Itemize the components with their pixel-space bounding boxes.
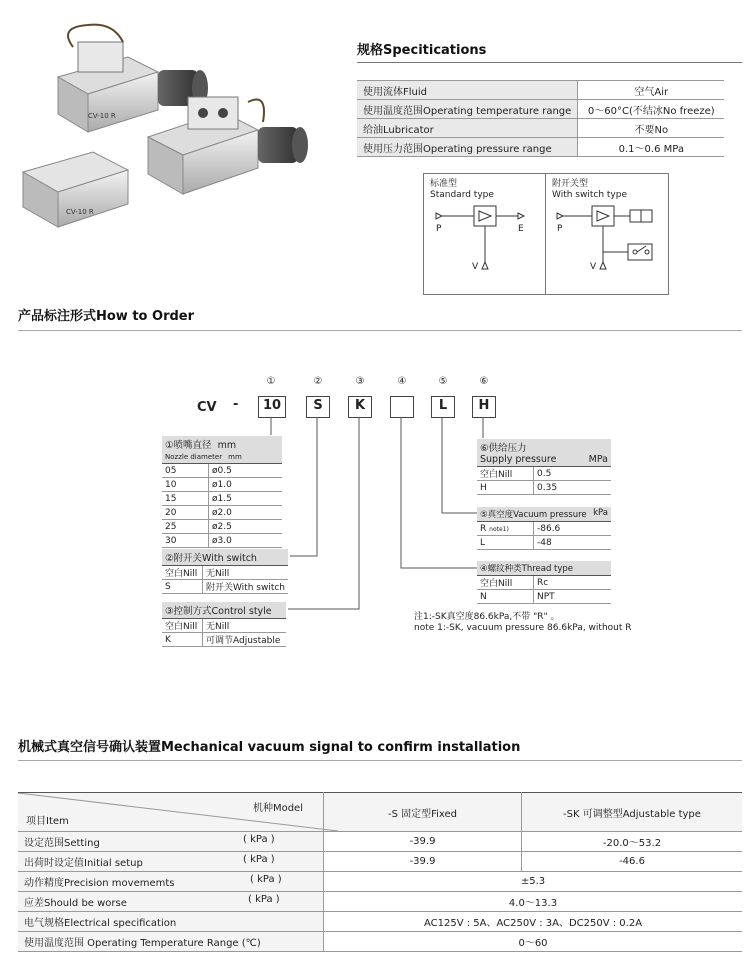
- supply-value: 0.5: [534, 467, 612, 481]
- row-unit: ( kPa ): [243, 834, 275, 845]
- product-label-2: CV-10 R: [66, 208, 94, 216]
- table-row: [18, 832, 742, 852]
- order-num-6: ⑥: [479, 376, 489, 387]
- row-both: 0～60: [324, 932, 743, 952]
- nozzle-code: 25: [162, 520, 209, 534]
- supply-table: [477, 439, 611, 495]
- row-adj: -20.0～53.2: [522, 832, 743, 852]
- row-both: AC125V : 5A、AC250V : 3A、DC250V : 0.2A: [324, 912, 743, 932]
- vacuum-note-mark: note1): [489, 525, 509, 533]
- supply-head-cn: ⑥供给压力: [480, 443, 527, 454]
- thread-table-header: ④螺纹种类Thread type: [477, 561, 611, 576]
- supply-head-unit: MPa: [588, 454, 608, 465]
- nozzle-size: ø2.0: [209, 506, 283, 520]
- mechanical-table: [18, 792, 742, 952]
- supply-rows: [477, 467, 611, 495]
- nozzle-code: 30: [162, 534, 209, 548]
- table-row: [477, 481, 611, 495]
- order-num-5: ⑤: [438, 376, 448, 387]
- control-desc: 无Nill: [203, 619, 287, 633]
- supply-code: 空白Nill: [477, 467, 534, 481]
- row-label-cell: [18, 852, 324, 872]
- table-row: [162, 478, 282, 492]
- nozzle-size: ø1.0: [209, 478, 283, 492]
- order-num-2: ②: [313, 376, 323, 387]
- row-label: 设定范围Setting: [24, 838, 100, 849]
- row-label: 电气规格Electrical specification: [24, 918, 177, 929]
- spec-label: 使用流体Fluid: [357, 81, 578, 100]
- nozzle-table-header: [162, 436, 282, 464]
- table-row: [162, 534, 282, 548]
- switch-port-p: P: [557, 224, 563, 234]
- vacuum-code: R: [480, 523, 487, 534]
- standard-port-v: V: [472, 262, 479, 272]
- order-num-1: ①: [266, 376, 276, 387]
- vacuum-head: ⑤真空度Vacuum pressure: [480, 510, 587, 520]
- table-row: [477, 576, 611, 590]
- row-label-cell: [18, 912, 324, 932]
- table-row: [477, 536, 611, 550]
- spec-label: 使用压力范围Operating pressure range: [357, 138, 578, 157]
- table-row: [162, 506, 282, 520]
- mechanical-title: 机械式真空信号确认装置Mechanical vacuum signal to confirm installation: [18, 740, 521, 755]
- thread-code: 空白Nill: [477, 576, 534, 590]
- row-label: 使用温度范围 Operating Temperature Range (℃): [24, 938, 261, 949]
- table-row: [477, 467, 611, 481]
- table-row: [162, 566, 288, 580]
- head-fixed: -S 固定型Fixed: [324, 793, 522, 832]
- row-label: 动作精度Precision movememts: [24, 878, 175, 889]
- vacuum-table-header: [477, 507, 611, 522]
- nozzle-table: [162, 436, 282, 548]
- table-row: [18, 892, 742, 912]
- row-fixed: -39.9: [324, 852, 522, 872]
- order-note-cn: 注1:-SK真空度86.6kPa,不带 "R" 。: [414, 612, 560, 622]
- supply-value: 0.35: [534, 481, 612, 495]
- row-adj: -46.6: [522, 852, 743, 872]
- thread-value: Rc: [534, 576, 612, 590]
- row-label-cell: [18, 932, 324, 952]
- vacuum-head-unit: kPa: [593, 508, 608, 518]
- table-row: [162, 580, 288, 594]
- vacuum-rows: [477, 522, 611, 550]
- nozzle-code: 20: [162, 506, 209, 520]
- table-row: [18, 912, 742, 932]
- row-fixed: -39.9: [324, 832, 522, 852]
- order-num-4: ④: [397, 376, 407, 387]
- table-row: [18, 932, 742, 952]
- spec-label: 使用温度范围Operating temperature range: [357, 100, 578, 119]
- nozzle-head-en-unit: mm: [228, 453, 242, 461]
- switch-rows: [162, 566, 288, 594]
- order-code-vacuum: L: [431, 396, 455, 418]
- vacuum-code: L: [477, 536, 534, 550]
- switch-table-header: ②附开关With switch: [162, 549, 288, 566]
- supply-table-header: [477, 439, 611, 467]
- nozzle-code: 05: [162, 464, 209, 478]
- control-code: 空白Nill: [162, 619, 203, 633]
- order-code-supply: H: [472, 396, 496, 418]
- nozzle-head-en: Nozzle diameter: [165, 453, 223, 461]
- order-num-3: ③: [355, 376, 365, 387]
- nozzle-size: ø2.5: [209, 520, 283, 534]
- spec-value: 0.1～0.6 MPa: [578, 138, 725, 157]
- control-table: [162, 602, 286, 647]
- switch-port-v: V: [590, 262, 597, 272]
- order-code-control: K: [348, 396, 372, 418]
- nozzle-rows: [162, 464, 282, 548]
- order-code-nozzle: 10: [258, 396, 286, 418]
- table-row: [477, 590, 611, 604]
- thread-rows: [477, 576, 611, 604]
- row-label-cell: [18, 872, 324, 892]
- supply-head-en: Supply pressure: [480, 454, 557, 465]
- switch-type-title-en: With switch type: [552, 190, 627, 200]
- table-row: [162, 464, 282, 478]
- control-rows: [162, 619, 286, 647]
- nozzle-head-cn: ①喷嘴直径: [165, 440, 212, 451]
- table-row: [18, 872, 742, 892]
- vacuum-value: -48: [534, 536, 612, 550]
- standard-port-p: P: [436, 224, 442, 234]
- control-desc: 可调节Adjustable: [203, 633, 287, 647]
- nozzle-size: ø1.5: [209, 492, 283, 506]
- mechanical-head-cell: [18, 793, 324, 832]
- row-both: ±5.3: [324, 872, 743, 892]
- vacuum-table: [477, 507, 611, 550]
- nozzle-code: 10: [162, 478, 209, 492]
- row-unit: ( kPa ): [243, 854, 275, 865]
- table-row: [162, 633, 286, 647]
- switch-code: 空白Nill: [162, 566, 202, 580]
- switch-desc: 附开关With switch: [202, 580, 288, 594]
- mechanical-rule: [18, 760, 742, 761]
- order-prefix: CV: [197, 400, 217, 415]
- table-row: [162, 520, 282, 534]
- specifications-title: 规格Specitications: [357, 43, 487, 58]
- standard-type-title-en: Standard type: [430, 190, 494, 200]
- switch-code: S: [162, 580, 202, 594]
- head-adj: -SK 可调整型Adjustable type: [522, 793, 743, 832]
- product-label-1: CV-10 R: [88, 112, 116, 120]
- order-code-switch: S: [306, 396, 330, 418]
- table-row: [162, 492, 282, 506]
- head-model: 机种Model: [252, 803, 303, 814]
- vacuum-value: -86.6: [534, 522, 612, 536]
- control-code: K: [162, 633, 203, 647]
- spec-value: 空气Air: [578, 81, 725, 100]
- table-row: [18, 852, 742, 872]
- thread-value: NPT: [534, 590, 612, 604]
- table-row: [162, 619, 286, 633]
- row-unit: ( kPa ): [248, 894, 280, 905]
- row-label: 出荷时设定值Initial setup: [24, 858, 143, 869]
- head-item: 项目Item: [26, 816, 69, 827]
- order-note-en: note 1:-SK, vacuum pressure 86.6kPa, without R: [414, 623, 632, 633]
- switch-table: [162, 549, 288, 594]
- standard-port-e: E: [518, 224, 524, 234]
- nozzle-size: ø0.5: [209, 464, 283, 478]
- row-label: 应差Should be worse: [24, 898, 127, 909]
- supply-code: H: [477, 481, 534, 495]
- nozzle-size: ø3.0: [209, 534, 283, 548]
- row-label-cell: [18, 892, 324, 912]
- mechanical-header-row: [18, 793, 742, 832]
- spec-value: 0～60°C(不结冰No freeze): [578, 100, 725, 119]
- switch-type-title-cn: 附开关型: [552, 179, 589, 189]
- control-table-header: ③控制方式Control style: [162, 602, 286, 619]
- row-unit: ( kPa ): [250, 874, 282, 885]
- order-dash: -: [233, 397, 239, 412]
- nozzle-code: 15: [162, 492, 209, 506]
- thread-code: N: [477, 590, 534, 604]
- nozzle-head-unit: mm: [217, 440, 237, 451]
- how-to-order-title: 产品标注形式How to Order: [18, 309, 195, 324]
- row-label-cell: [18, 832, 324, 852]
- spec-value: 不要No: [578, 119, 725, 138]
- spec-label: 给油Lubricator: [357, 119, 578, 138]
- thread-table: [477, 561, 611, 604]
- standard-type-title-cn: 标准型: [430, 179, 458, 189]
- table-row: [477, 522, 611, 536]
- row-both: 4.0～13.3: [324, 892, 743, 912]
- switch-desc: 无Nill: [202, 566, 288, 580]
